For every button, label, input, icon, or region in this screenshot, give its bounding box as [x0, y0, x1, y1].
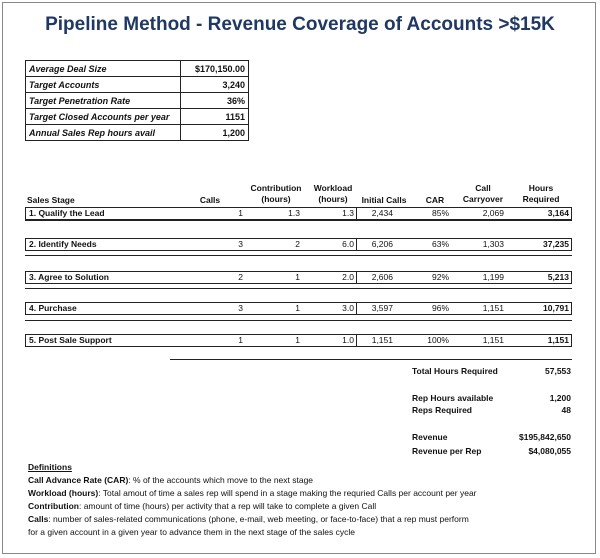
stage-name: 2. Identify Needs	[29, 239, 97, 249]
column-divider	[356, 208, 357, 219]
stage-row	[25, 334, 572, 347]
column-divider	[356, 335, 357, 346]
revenue-value: $195,842,650	[519, 432, 571, 442]
stage-calls: 3	[238, 239, 243, 249]
header-carryover-line1: Call	[475, 183, 491, 193]
definitions-section	[28, 461, 588, 539]
stage-carryover: 1,199	[482, 272, 504, 282]
stage-workload: 2.0	[342, 272, 354, 282]
row-separator	[25, 288, 572, 289]
input-value: 3,240	[181, 77, 249, 93]
total-hours-label: Total Hours Required	[412, 366, 498, 376]
stage-car: 63%	[431, 239, 449, 249]
page-title: Pipeline Method - Revenue Coverage of Accounts >$15K	[45, 14, 555, 35]
definition-term: Calls	[28, 514, 49, 524]
definition-calls-continued: for a given account in a given year to advance them in the next stage of the sales cycle	[28, 527, 355, 537]
stage-hours: 10,791	[543, 303, 569, 313]
stage-carryover: 2,069	[482, 208, 504, 218]
stage-initial-calls: 6,206	[371, 239, 393, 249]
input-value: $170,150.00	[181, 61, 249, 77]
stage-workload: 3.0	[342, 303, 354, 313]
header-calls: Calls	[199, 195, 221, 205]
revenue-label: Revenue	[412, 432, 448, 442]
column-divider	[356, 303, 357, 314]
input-value: 1151	[181, 109, 249, 125]
stage-name: 5. Post Sale Support	[29, 335, 112, 345]
stage-initial-calls: 2,434	[371, 208, 393, 218]
header-hours-required	[512, 183, 570, 205]
input-label: Average Deal Size	[26, 61, 181, 77]
summary-divider	[170, 359, 572, 360]
stage-row	[25, 238, 572, 251]
input-row	[26, 93, 249, 109]
header-carryover-line2: Carryover	[462, 194, 504, 204]
stage-car: 96%	[431, 303, 449, 313]
stage-name: 1. Qualify the Lead	[29, 208, 105, 218]
stage-workload: 1.0	[342, 335, 354, 345]
stage-initial-calls: 1,151	[371, 335, 393, 345]
stage-initial-calls: 3,597	[371, 303, 393, 313]
column-divider	[356, 272, 357, 283]
reps-required-value: 48	[561, 405, 571, 415]
stage-name: 3. Agree to Solution	[29, 272, 109, 282]
definition-text: : % of the accounts which move to the next stage	[128, 475, 314, 485]
definition-calls	[28, 513, 588, 526]
header-workload-line2: (hours)	[318, 194, 348, 204]
stage-initial-calls: 2,606	[371, 272, 393, 282]
stage-hours: 37,235	[543, 239, 569, 249]
input-label: Target Penetration Rate	[26, 93, 181, 109]
header-hours-line2: Required	[522, 194, 560, 204]
stage-workload: 6.0	[342, 239, 354, 249]
definition-text: : amount of time (hours) per activity that a rep will take to complete a given Call	[78, 501, 377, 511]
input-label: Target Closed Accounts per year	[26, 109, 181, 125]
stage-workload: 1.3	[342, 208, 354, 218]
input-label: Target Accounts	[26, 77, 181, 93]
header-workload-line1: Workload	[313, 183, 353, 193]
column-divider	[356, 239, 357, 250]
inputs-table	[25, 60, 249, 141]
stage-contribution: 1.3	[288, 208, 300, 218]
stage-hours: 1,151	[547, 335, 569, 345]
definitions-heading: Definitions	[28, 462, 72, 472]
stage-row	[25, 302, 572, 315]
revenue-per-rep-label: Revenue per Rep	[412, 446, 482, 456]
stage-calls: 3	[238, 303, 243, 313]
stage-carryover: 1,151	[482, 335, 504, 345]
stage-hours: 3,164	[547, 208, 569, 218]
row-separator	[25, 320, 572, 321]
stage-car: 100%	[427, 335, 449, 345]
stage-contribution: 1	[295, 335, 300, 345]
definition-workload	[28, 487, 588, 500]
definition-text: : Total amout of time a sales rep will spend in a stage making the requried Calls per account per year	[98, 488, 477, 498]
stage-calls: 2	[238, 272, 243, 282]
row-separator	[25, 255, 572, 256]
header-contribution-line2: (hours)	[261, 194, 291, 204]
header-contribution	[245, 183, 307, 205]
definition-term: Contribution	[28, 501, 79, 511]
row-separator	[25, 220, 572, 221]
header-sales-stage: Sales Stage	[27, 195, 75, 205]
input-value: 1,200	[181, 125, 249, 141]
stage-car: 85%	[431, 208, 449, 218]
stage-carryover: 1,303	[482, 239, 504, 249]
input-row	[26, 61, 249, 77]
stage-contribution: 1	[295, 272, 300, 282]
input-value: 36%	[181, 93, 249, 109]
input-row	[26, 77, 249, 93]
rep-hours-value: 1,200	[549, 393, 571, 403]
header-initial-calls: Initial Calls	[361, 195, 407, 205]
header-contribution-line1: Contribution	[250, 183, 302, 193]
input-row	[26, 125, 249, 141]
rep-hours-label: Rep Hours available	[412, 393, 494, 403]
definition-text: : number of sales-related communications (phone, e-mail, web meeting, or face-to-face) that a rep must perform	[48, 514, 469, 524]
stage-calls: 1	[238, 208, 243, 218]
stage-name: 4. Purchase	[29, 303, 77, 313]
header-call-carryover	[455, 183, 511, 205]
input-row	[26, 109, 249, 125]
definition-contribution	[28, 500, 588, 513]
reps-required-label: Reps Required	[412, 405, 472, 415]
revenue-per-rep-value: $4,080,055	[528, 446, 571, 456]
definition-term: Workload (hours)	[28, 488, 99, 498]
stage-row	[25, 207, 572, 220]
total-hours-value: 57,553	[545, 366, 571, 376]
definition-term: Call Advance Rate (CAR)	[28, 475, 129, 485]
stage-calls: 1	[238, 335, 243, 345]
header-car: CAR	[425, 195, 445, 205]
header-workload	[308, 183, 358, 205]
stage-car: 92%	[431, 272, 449, 282]
definition-car	[28, 474, 588, 487]
stage-carryover: 1,151	[482, 303, 504, 313]
header-hours-line1: Hours	[528, 183, 554, 193]
stage-contribution: 1	[295, 303, 300, 313]
stage-row	[25, 271, 572, 284]
input-label: Annual Sales Rep hours avail	[26, 125, 181, 141]
stage-hours: 5,213	[547, 272, 569, 282]
stage-contribution: 2	[295, 239, 300, 249]
